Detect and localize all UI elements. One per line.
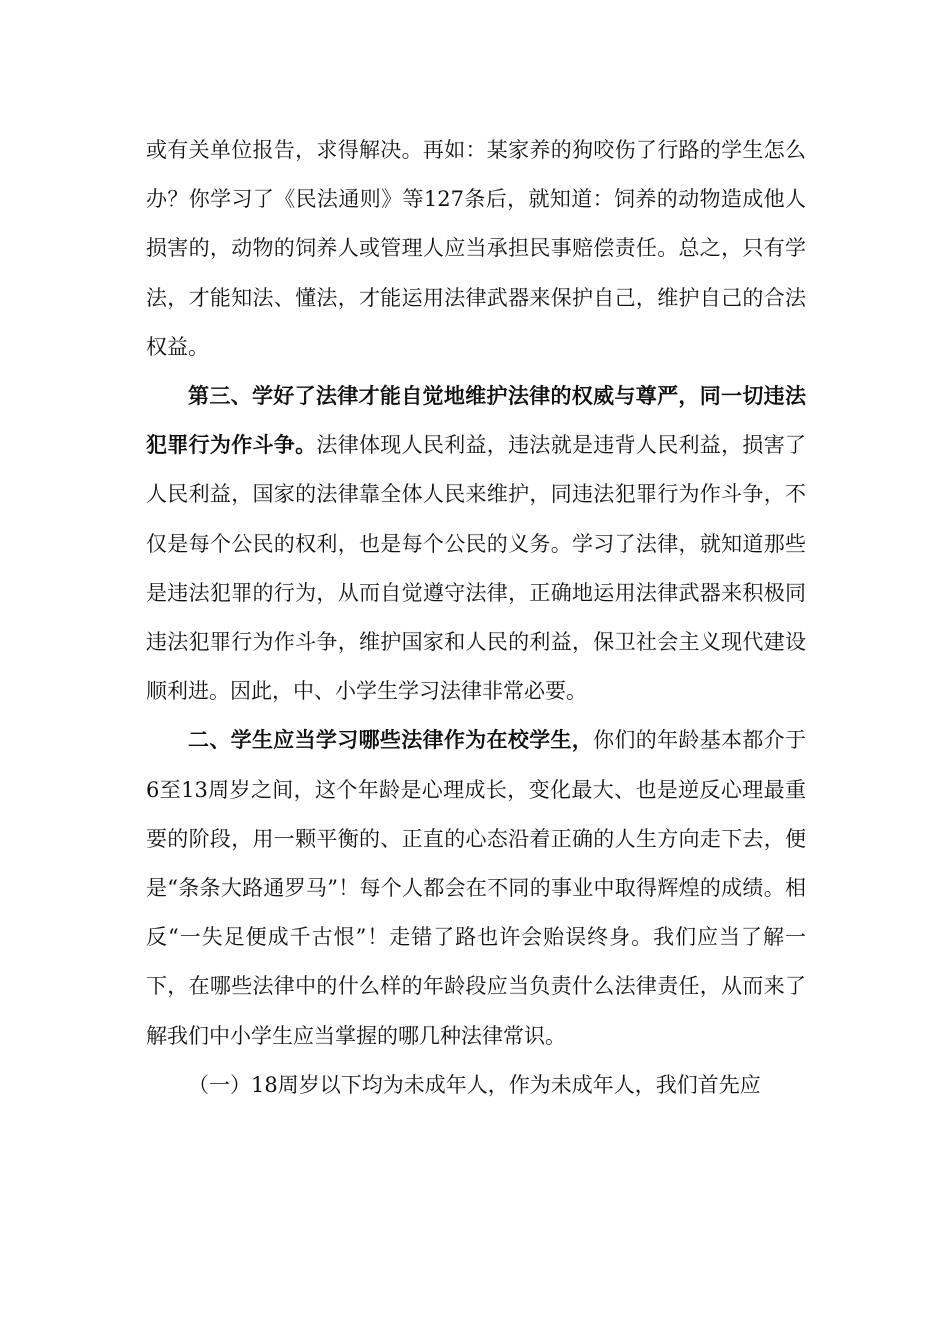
paragraph-continuation — [146, 126, 806, 372]
paragraph-heading: 二、学生应当学习哪些法律作为在校学生， — [188, 728, 594, 753]
paragraph-section-two — [146, 716, 806, 1060]
paragraph-text: 或有关单位报告，求得解决。再如：某家养的狗咬伤了行路的学生怎么办？你学习了《民法通则》等127条后，就知道：饲养的动物造成他人损害的，动物的饲养人或管理人应当承担民事赔偿责任。总之，只有学法，才能知法、懂法，才能运用法律武器来保护自己，维护自己的合法权益。 — [146, 138, 806, 359]
paragraph-subsection-one — [146, 1061, 806, 1110]
paragraph-text: 法律体现人民利益，违法就是违背人民利益，损害了人民利益，国家的法律靠全体人民来维护，同违法犯罪行为作斗争，不仅是每个公民的权利，也是每个公民的义务。学习了法律，就知道那些是违法犯罪的行为，从而自觉遵守法律，正确地运用法律武器来积极同违法犯罪行为作斗争，维护国家和人民的利益，保卫社会主义现代建设顺利进。因此，中、小学生学习法律非常必要。 — [146, 433, 807, 704]
paragraph-point-three — [146, 372, 806, 716]
paragraph-text: （一）18周岁以下均为未成年人，作为未成年人，我们首先应 — [188, 1072, 761, 1097]
paragraph-heading: 第三、学好了法律才能自觉地维护法律的权威与尊严，同一切违法犯罪行为作斗争。 — [146, 384, 806, 458]
document-body — [146, 126, 806, 1110]
paragraph-text: 你们的年龄基本都介于6至13周岁之间，这个年龄是心理成长，变化最大、也是逆反心理最重要的阶段，用一颗平衡的、正直的心态沿着正确的人生方向走下去，便是“条条大路通罗马”！每个人都会在不同的事业中取得辉煌的成绩。相反“一失足便成千古恨”！走错了路也许会贻误终身。我们应当了解一下，在哪些法律中的什么样的年龄段应当负责什么法律责任，从而来了解我们中小学生应当掌握的哪几种法律常识。 — [146, 728, 807, 1048]
